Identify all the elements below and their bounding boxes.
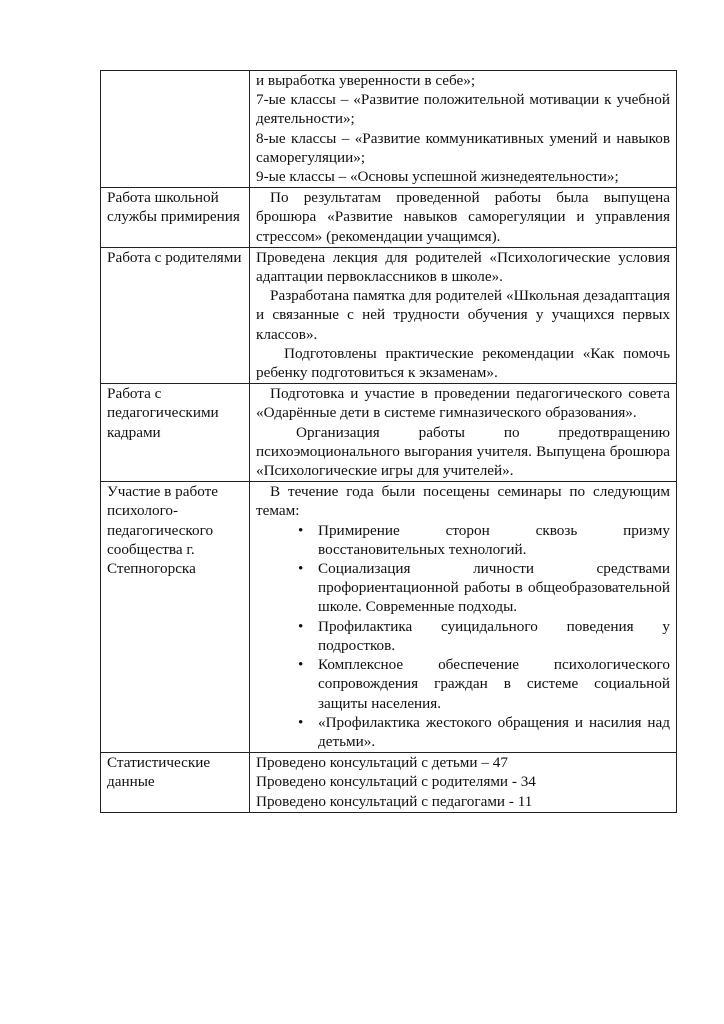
seminar-list (256, 521, 670, 751)
content-line: 7-ые классы – «Развитие положительной мотивации к учебной деятельности»; (256, 91, 670, 128)
row-content (250, 753, 677, 813)
row-label: Работа с педагогическими кадрами (101, 384, 250, 482)
table-row (101, 247, 677, 383)
content-paragraph: Разработана памятка для родителей «Школьная дезадаптация и связанные с ней трудности обучения у учащихся первых классов». (256, 287, 670, 343)
row-label: Участие в работе психолого-педагогического сообщества г. Степногорска (101, 482, 250, 753)
table-row (101, 188, 677, 248)
row-content (250, 188, 677, 248)
content-line: 9-ые классы – «Основы успешной жизнедеятельности»; (256, 168, 619, 186)
content-paragraph: Подготовка и участие в проведении педагогического совета «Одарённые дети в системе гимназического образования». (256, 385, 670, 422)
list-item: • Профилактика суицидального поведения у подростков. (318, 617, 670, 655)
table-row (101, 753, 677, 813)
list-item: • Примирение сторон сквозь призму восстановительных технологий. (318, 521, 670, 559)
statistic-line: Проведено консультаций с детьми – 47 (256, 754, 508, 772)
statistic-line: Проведено консультаций с родителями - 34 (256, 773, 536, 791)
content-paragraph: По результатам проведенной работы была выпущена брошюра «Развитие навыков саморегуляции и управления стрессом» (рекомендации учащимся). (256, 189, 670, 245)
list-item: • «Профилактика жестокого обращения и насилия над детьми». (318, 713, 670, 751)
table-row (101, 482, 677, 753)
content-line: и выработка уверенности в себе»; (256, 72, 476, 89)
content-paragraph: Подготовлены практические рекомендации «Как помочь ребенку подготовиться к экзаменам». (256, 344, 670, 382)
activity-table (100, 70, 677, 813)
statistic-line: Проведено консультаций с педагогами - 11 (256, 792, 533, 810)
row-content (250, 384, 677, 482)
table-row (101, 71, 677, 188)
list-item: • Комплексное обеспечение психологического сопровождения граждан в системе социальной защиты населения. (318, 655, 670, 713)
content-line: 8-ые классы – «Развитие коммуникативных умений и навыков саморегуляции»; (256, 129, 670, 166)
row-label (101, 71, 250, 188)
row-content (250, 71, 677, 188)
list-item: • Социализация личности средствами профориентационной работы в общеобразовательной школе. Современные подходы. (318, 559, 670, 617)
content-paragraph: Проведена лекция для родителей «Психологические условия адаптации первоклассников в школе». (256, 248, 670, 286)
row-content (250, 247, 677, 383)
row-label: Работа с родителями (101, 247, 250, 383)
table-row (101, 384, 677, 482)
row-label: Статистические данные (101, 753, 250, 813)
row-label: Работа школьной службы примирения (101, 188, 250, 248)
content-paragraph: Организация работы по предотвращению психоэмоционального выгорания учителя. Выпущена брошюра «Психологические игры для учителей». (256, 423, 670, 480)
row-content (250, 482, 677, 753)
content-paragraph: В течение года были посещены семинары по следующим темам: (256, 483, 670, 520)
